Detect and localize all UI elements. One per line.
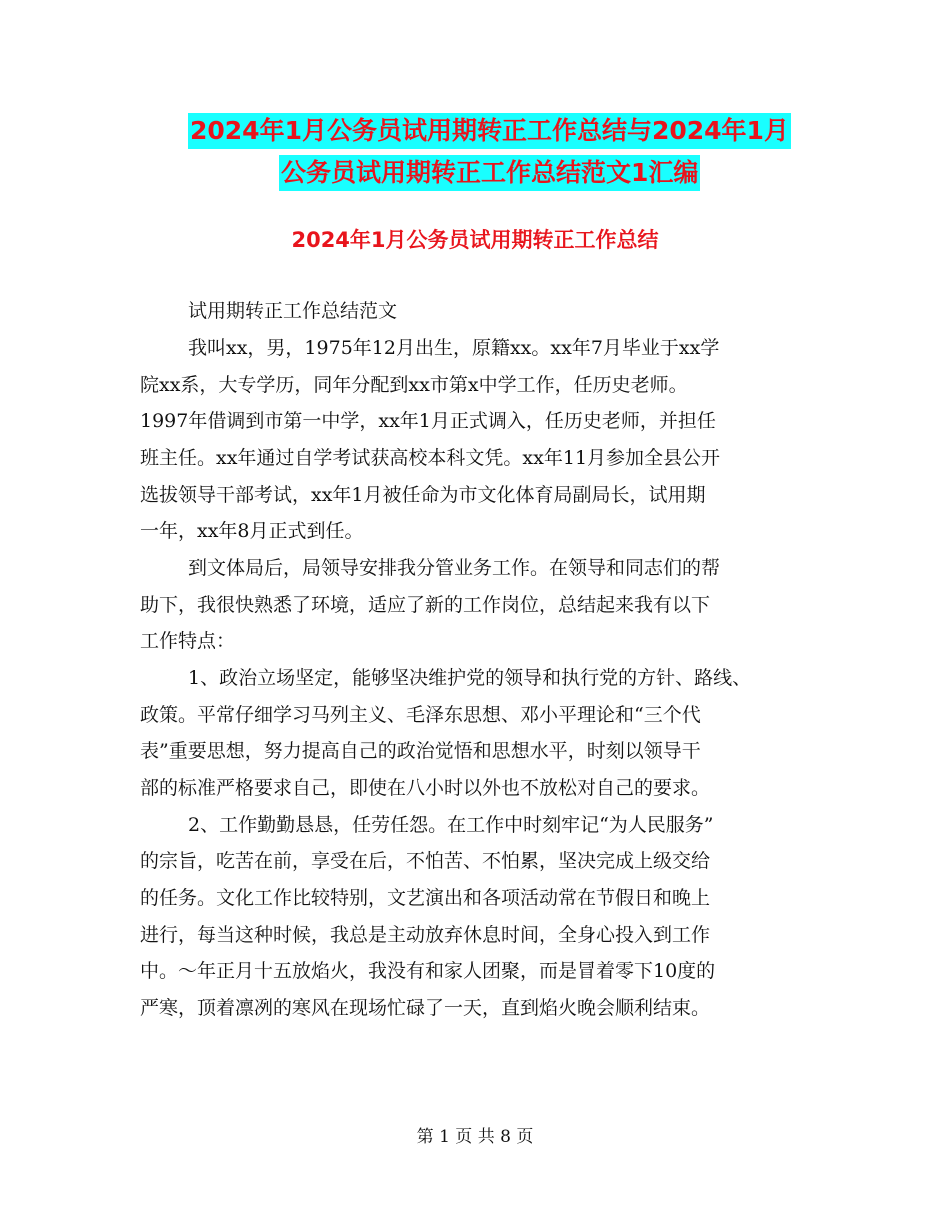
body-line: 部的标准严格要求自己，即使在八小时以外也不放松对自己的要求。 [140,777,711,799]
body-line: 政策。平常仔细学习马列主义、毛泽东思想、邓小平理论和“三个代 [140,704,701,726]
body-line: 1997年借调到市第一中学，xx年1月正式调入，任历史老师，并担任 [140,410,716,432]
document-title-line-2: 公务员试用期转正工作总结范文1汇编 [279,155,700,191]
body-line: 助下，我很快熟悉了环境，适应了新的工作岗位，总结起来我有以下 [140,594,711,616]
section-heading: 2024年1月公务员试用期转正工作总结 [291,228,659,252]
body-line: 进行，每当这种时候，我总是主动放弃休息时间，全身心投入到工作 [140,924,711,946]
body-line: 到文体局后，局领导安排我分管业务工作。在领导和同志们的帮 [188,557,721,579]
body-line: 表”重要思想，努力提高自己的政治觉悟和思想水平，时刻以领导干 [140,740,701,762]
body-line: 选拔领导干部考试，xx年1月被任命为市文化体育局副局长，试用期 [140,484,706,506]
body-line: 的宗旨，吃苦在前，享受在后，不怕苦、不怕累，坚决完成上级交给 [140,850,711,872]
body-line-intro: 试用期转正工作总结范文 [188,300,398,322]
body-line: 院xx系，大专学历，同年分配到xx市第x中学工作，任历史老师。 [140,374,688,396]
body-line: 我叫xx，男，1975年12月出生，原籍xx。xx年7月毕业于xx学 [188,337,720,359]
body-line: 中。～年正月十五放焰火，我没有和家人团聚，而是冒着零下10度的 [140,960,716,982]
body-line: 一年，xx年8月正式到任。 [140,520,364,542]
body-line: 1、政治立场坚定，能够坚决维护党的领导和执行党的方针、路线、 [188,667,752,689]
body-line: 2、工作勤勤恳恳，任劳任怨。在工作中时刻牢记“为人民服务” [188,814,714,836]
body-line: 严寒，顶着凛冽的寒风在现场忙碌了一天，直到焰火晚会顺利结束。 [140,997,711,1019]
body-line: 的任务。文化工作比较特别，文艺演出和各项活动常在节假日和晚上 [140,887,711,909]
body-line: 工作特点： [140,630,236,652]
document-title-line-1: 2024年1月公务员试用期转正工作总结与2024年1月 [188,113,791,149]
body-line: 班主任。xx年通过自学考试获高校本科文凭。xx年11月参加全县公开 [140,447,721,469]
page-number-footer: 第 1 页 共 8 页 [416,1127,534,1147]
